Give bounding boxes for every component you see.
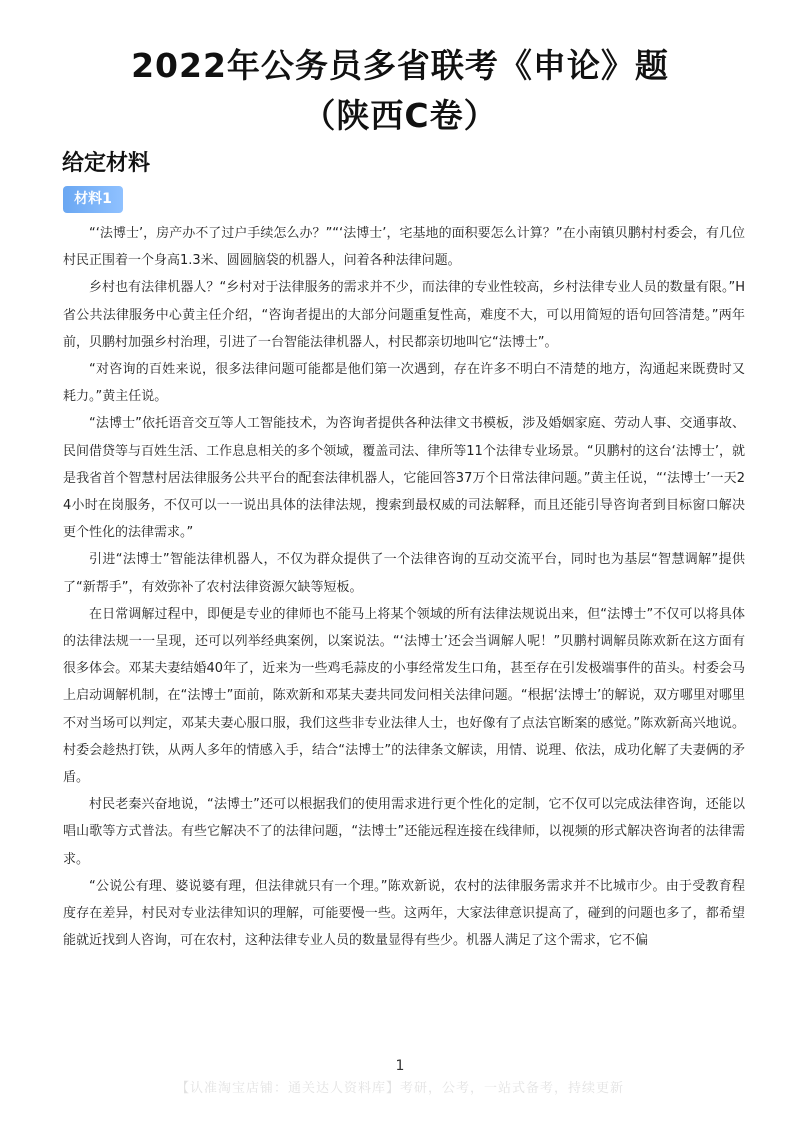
page-number: 1 — [395, 1058, 405, 1074]
document-body — [63, 220, 745, 954]
paragraph: 村民老秦兴奋地说，“法博士”还可以根据我们的使用需求进行更个性化的定制，它不仅可以完成法律咨询，还能以唱山歌等方式普法。有些它解决不了的法律问题，“法博士”还能远程连接在线律师，以视频的形式解决咨询者的法律需求。 — [63, 797, 745, 867]
paragraph: 乡村也有法律机器人？“乡村对于法律服务的需求并不少，而法律的专业性较高，乡村法律专业人员的数量有限。”H省公共法律服务中心黄主任介绍，“咨询者提出的大部分问题重复性高，难度不大，可以用简短的语句回答清楚。”两年前，贝鹏村加强乡村治理，引进了一台智能法律机器人，村民都亲切地叫它“法博士”。 — [63, 280, 745, 350]
document-title-line-2: （陕西C卷） — [302, 96, 498, 135]
footer-watermark-text: 【认准淘宝店铺：通关达人资料库】考研，公考，一站式备考，持续更新 — [175, 1081, 624, 1096]
paragraph: “对咨询的百姓来说，很多法律问题可能都是他们第一次遇到，存在许多不明白不清楚的地方，沟通起来既费时又耗力。”黄主任说。 — [63, 362, 745, 405]
paragraph: “法博士”依托语音交互等人工智能技术，为咨询者提供各种法律文书模板，涉及婚姻家庭、劳动人事、交通事故、民间借贷等与百姓生活、工作息息相关的多个领域，覆盖司法、律所等11个法律专业场景。“贝鹏村的这台‘法博士’，就是我省首个智慧村居法律服务公共平台的配套法律机器人，它能回答37万个日常法律问题。”黄主任说，“‘法博士’一天24小时在岗服务，不仅可以一一说出具体的法律法规，搜索到最权威的司法解释，而且还能引导咨询者到目标窗口解决更个性化的法律需求。” — [63, 416, 745, 541]
section-heading: 给定材料 — [62, 151, 151, 176]
paragraph: “‘法博士’，房产办不了过户手续怎么办？”“‘法博士’，宅基地的面积要怎么计算？”在小南镇贝鹏村村委会，有几位村民正围着一个身高1.3米、圆圆脑袋的机器人，问着各种法律问题。 — [63, 226, 745, 269]
document-title-line-1: 2022年公务员多省联考《申论》题 — [131, 46, 669, 85]
paragraph: 引进“法博士”智能法律机器人，不仅为群众提供了一个法律咨询的互动交流平台，同时也为基层“智慧调解”提供了“新帮手”，有效弥补了农村法律资源欠缺等短板。 — [63, 552, 745, 595]
paragraph: “公说公有理、婆说婆有理，但法律就只有一个理。”陈欢新说，农村的法律服务需求并不比城市少。由于受教育程度存在差异，村民对专业法律知识的理解，可能要慢一些。这两年，大家法律意识提高了，碰到的问题也多了，都希望能就近找到人咨询，可在农村，这种法律专业人员的数量显得有些少。机器人满足了这个需求，它不偏 — [63, 878, 745, 949]
paragraph: 在日常调解过程中，即便是专业的律师也不能马上将某个领域的所有法律法规说出来，但“法博士”不仅可以将具体的法律法规一一呈现，还可以列举经典案例，以案说法。“‘法博士’还会当调解人呢！”贝鹏村调解员陈欢新在这方面有很多体会。邓某夫妻结婚40年了，近来为一些鸡毛蒜皮的小事经常发生口角，甚至存在引发极端事件的苗头。村委会马上启动调解机制，在“法博士”面前，陈欢新和邓某夫妻共同发问相关法律问题。“根据‘法博士’的解说，双方哪里对哪里不对当场可以判定，邓某夫妻心服口服，我们这些非专业法律人士，也好像有了点法官断案的感觉。”陈欢新高兴地说。村委会趁热打铁，从两人多年的情感入手，结合“法博士”的法律条文解读，用情、说理、依法，成功化解了夫妻俩的矛盾。 — [63, 606, 745, 786]
material-badge: 材料1 — [63, 186, 123, 213]
